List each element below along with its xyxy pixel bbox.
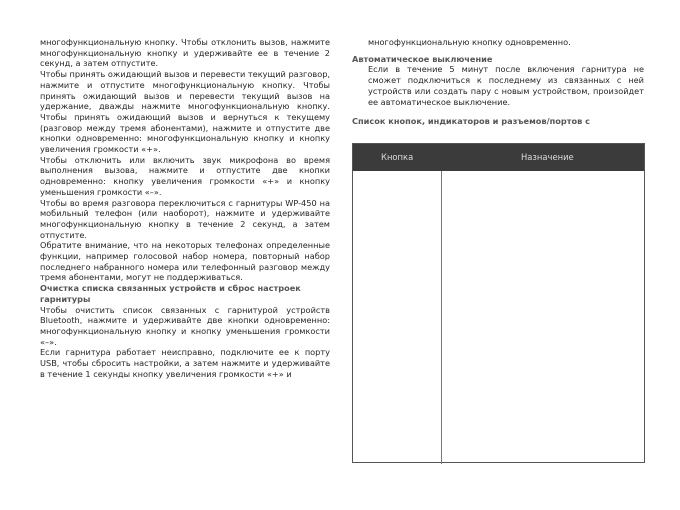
paragraph-note: Обратите внимание, что на некоторых телефонах определенные функции, например голосовой набор номера, повторный набор последнего набранного номера или телефонный разговор между тремя абонентами, могут не поддерживаться. bbox=[40, 240, 330, 283]
section-heading-auto-off: Автоматическое выключение bbox=[352, 53, 493, 64]
buttons-table bbox=[352, 143, 645, 463]
table-header bbox=[353, 144, 644, 171]
paragraph-mute-mic: Чтобы отключить или включить звук микрофона во время выполнения вызова, нажмите и отпустите две кнопки одновременно: кнопку увеличения громкости «+» и кнопку уменьшения громкости «–». bbox=[40, 154, 330, 197]
paragraph-switch-headset: Чтобы во время разговора переключиться с гарнитуры WP-450 на мобильный телефон (или наоборот), нажмите и удерживайте многофункциональную кнопку в течение 2 секунд, а затем отпустите. bbox=[40, 197, 330, 240]
section-heading-reset: Очистка списка связанных устройств и сброс настроек гарнитуры bbox=[40, 283, 301, 304]
paragraph-auto-off: Если в течение 5 минут после включения гарнитура не сможет подключиться к последнему из связанных с ней устройств или создать пару с новым устройством, произойдет ее автоматическое выключение. bbox=[368, 64, 644, 107]
column-header-button: Кнопка bbox=[381, 152, 414, 162]
right-column bbox=[352, 0, 644, 127]
table-body bbox=[353, 171, 644, 464]
paragraph-continued: многофункциональную кнопку одновременно. bbox=[368, 37, 571, 47]
column-divider bbox=[441, 171, 442, 464]
column-header-purpose: Назначение bbox=[521, 152, 574, 162]
paragraph-reject-call: многофункциональную кнопку. Чтобы отклонить вызов, нажмите многофункциональную кнопку и удерживайте ее в течение 2 секунд, а затем отпустите. bbox=[40, 37, 330, 69]
paragraph-clear-list: Чтобы очистить список связанных с гарнитурой устройств Bluetooth, нажмите и удерживайте две кнопки одновременно: многофункциональную кнопку и кнопку уменьшения громкости «–». bbox=[40, 304, 330, 347]
left-column bbox=[40, 0, 330, 380]
section-heading-buttons-list: Список кнопок, индикаторов и разъемов/портов с bbox=[352, 116, 590, 127]
paragraph-waiting-call: Чтобы принять ожидающий вызов и перевести текущий разговор, нажмите и отпустите многофункциональную кнопку. Чтобы принять ожидающий вызов и перевести текущий вызов на удержание, дважды нажмите многофункциональную кнопку. Чтобы принять ожидающий вызов и вернуться к текущему (разговор между тремя абонентами), нажмите и отпустите две кнопки одновременно: многофункциональную кнопку и кнопку увеличения громкости «+». bbox=[40, 69, 330, 155]
paragraph-reset: Если гарнитура работает неисправно, подключите ее к порту USB, чтобы сбросить настройки, а затем нажмите и удерживайте в течение 1 секунды кнопку увеличения громкости «+» и bbox=[40, 347, 330, 379]
